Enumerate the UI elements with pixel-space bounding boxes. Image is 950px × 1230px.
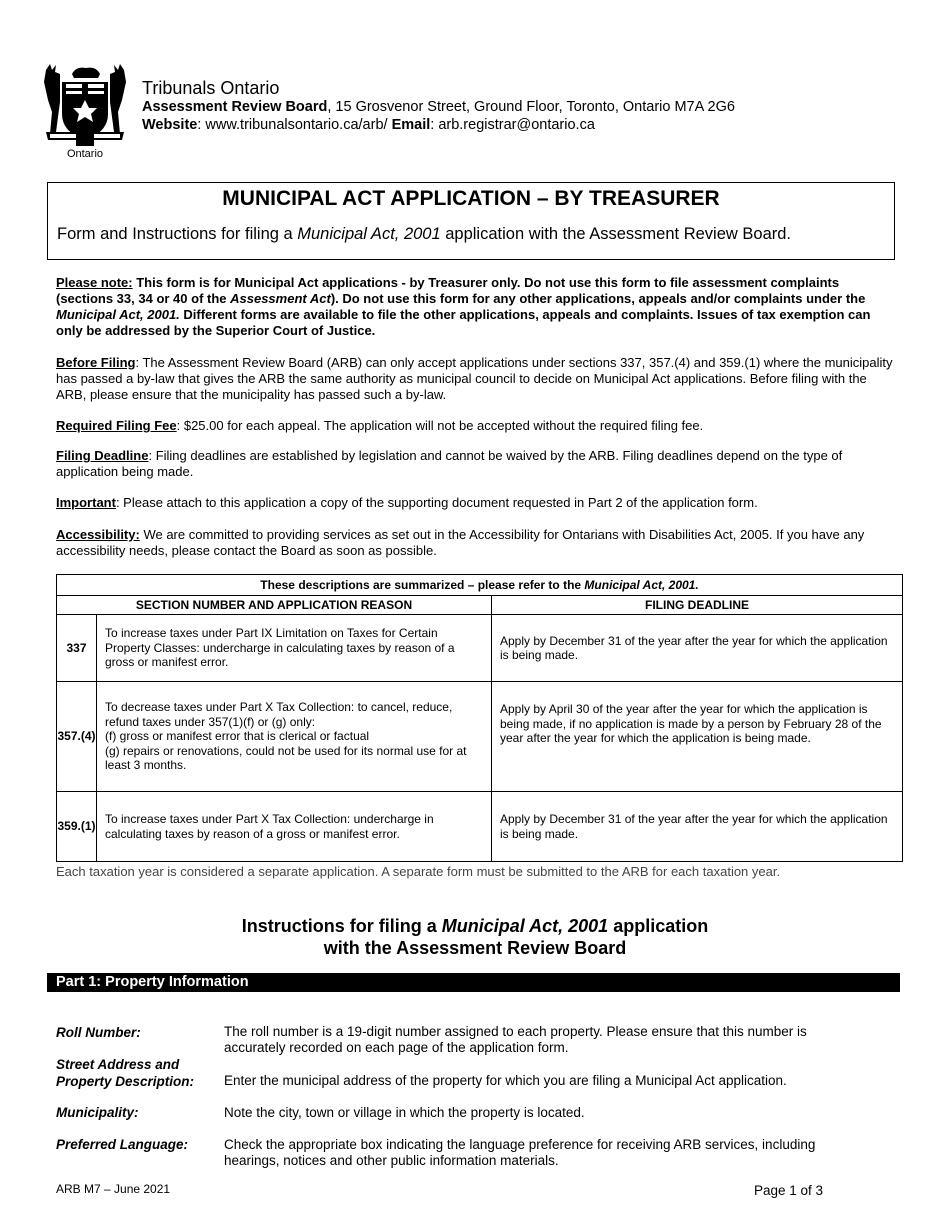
part-1-heading: Part 1: Property Information xyxy=(56,974,249,990)
section-number: 359.(1) xyxy=(57,792,97,862)
filing-fee-paragraph xyxy=(56,418,896,434)
field-label-municipality: Municipality: xyxy=(56,1105,139,1120)
field-label-line: Street Address and xyxy=(56,1057,180,1072)
email-label: Email xyxy=(391,117,431,133)
table-row xyxy=(57,615,903,682)
instructions-pre: Instructions for filing a xyxy=(241,916,442,936)
ontario-coat-of-arms-logo xyxy=(42,62,128,162)
filing-deadline-paragraph xyxy=(56,448,896,480)
instructions-italic: Municipal Act, 2001 xyxy=(441,916,609,936)
please-note-text-a: This form is for Municipal Act applications - by Treasurer only. Do not use this form to file assessment complaints (sections 33, 34 or 40 of the xyxy=(56,275,840,306)
accessibility-paragraph xyxy=(56,527,896,559)
before-filing-label: Before Filing xyxy=(56,355,136,370)
table-caption xyxy=(57,575,903,596)
website-label: Website xyxy=(142,117,198,133)
section-number: 357.(4) xyxy=(57,682,97,792)
column-header-deadline: FILING DEADLINE xyxy=(492,596,903,615)
board-address-line xyxy=(142,99,735,115)
taxation-year-note: Each taxation year is considered a separate application. A separate form must be submitted to the ARB for each taxation year. xyxy=(56,864,781,879)
important-paragraph xyxy=(56,495,896,511)
part-1-heading-bar xyxy=(47,973,900,992)
logo-caption: Ontario xyxy=(66,148,104,160)
page-title: MUNICIPAL ACT APPLICATION – BY TREASURER xyxy=(222,187,720,210)
table-caption-pre: These descriptions are summarized – please refer to the xyxy=(260,577,585,592)
before-filing-text: : The Assessment Review Board (ARB) can only accept applications under sections 337, 357.(4) and 359.(1) where the municipality has passed a by-law that gives the ARB the same authority as municipal council to decide on Municipal Act applications. Before filing with the ARB, please ensure that the municipality has passed such a by-law. xyxy=(56,355,893,402)
application-reason-line: To decrease taxes under Part X Tax Collection: to cancel, reduce, refund taxes under 357(1)(f) or (g) only: xyxy=(105,700,453,729)
please-note-text-b: ). Do not use this form for any other applications, appeals and/or complaints under the xyxy=(330,291,866,306)
please-note-label: Please note: xyxy=(56,275,133,290)
field-text-street-address: Enter the municipal address of the property for which you are filing a Municipal Act application. xyxy=(224,1073,787,1088)
filing-deadline: Apply by December 31 of the year after the year for which the application is being made. xyxy=(492,792,903,862)
subtitle-pre: Form and Instructions for filing a xyxy=(57,225,298,243)
form-id: ARB M7 – June 2021 xyxy=(56,1182,171,1196)
instructions-post: application xyxy=(608,916,709,936)
filing-deadline: Apply by December 31 of the year after the year for which the application is being made. xyxy=(492,615,903,682)
filing-fee-label: Required Filing Fee xyxy=(56,418,177,433)
website-value[interactable]: : www.tribunalsontario.ca/arb/ xyxy=(197,117,392,133)
please-note-italic-2: Municipal Act, 2001. xyxy=(56,307,180,322)
application-reason-line: (f) gross or manifest error that is clerical or factual xyxy=(105,729,370,744)
field-label-roll-number: Roll Number: xyxy=(56,1025,141,1040)
instructions-heading-line-1 xyxy=(0,916,950,937)
field-label-preferred-language: Preferred Language: xyxy=(56,1137,189,1152)
filing-deadline-label: Filing Deadline xyxy=(56,448,149,463)
please-note-paragraph xyxy=(56,275,896,339)
please-note-italic-1: Assessment Act xyxy=(230,291,331,306)
application-reason: To increase taxes under Part X Tax Collection: undercharge in calculating taxes by reason of a gross or manifest error. xyxy=(97,792,492,862)
accessibility-label: Accessibility: xyxy=(56,527,140,542)
title-box xyxy=(47,182,895,260)
section-number: 337 xyxy=(57,615,97,682)
before-filing-paragraph xyxy=(56,355,896,403)
application-reason xyxy=(97,682,492,792)
page-number: Page 1 of 3 xyxy=(754,1183,824,1198)
table-caption-italic: Municipal Act, 2001. xyxy=(584,577,699,592)
application-reason-line: (g) repairs or renovations, could not be used for its normal use for at least 3 months. xyxy=(105,743,467,773)
application-reason: To increase taxes under Part IX Limitation on Taxes for Certain Property Classes: undercharge in calculating taxes by reason of a gross or manifest error. xyxy=(97,615,492,682)
table-row xyxy=(57,792,903,862)
board-label: Assessment Review Board xyxy=(142,99,328,115)
accessibility-text: We are committed to providing services as set out in the Accessibility for Ontarians with Disabilities Act, 2005. If you have any accessibility needs, please contact the Board as soon as possible. xyxy=(56,527,865,558)
section-deadline-table xyxy=(56,574,903,862)
column-header-section: SECTION NUMBER AND APPLICATION REASON xyxy=(57,596,492,615)
organization-name: Tribunals Ontario xyxy=(142,78,280,98)
important-label: Important xyxy=(56,495,116,510)
subtitle-italic: Municipal Act, 2001 xyxy=(297,225,441,243)
contact-line xyxy=(142,117,595,133)
filing-deadline-text: : Filing deadlines are established by legislation and cannot be waived by the ARB. Filing deadlines depend on the type of application being made. xyxy=(56,448,843,479)
page-subtitle xyxy=(57,225,791,244)
instructions-heading-line-2: with the Assessment Review Board xyxy=(323,938,627,958)
field-label-street-address xyxy=(56,1056,194,1090)
email-value[interactable]: : arb.registrar@ontario.ca xyxy=(430,117,595,133)
field-text-roll-number: The roll number is a 19-digit number assigned to each property. Please ensure that this number is accurately recorded on each page of the application form. xyxy=(224,1024,807,1055)
important-text: : Please attach to this application a copy of the supporting document requested in Part 2 of the application form. xyxy=(115,495,758,510)
subtitle-post: application with the Assessment Review Board. xyxy=(440,225,791,243)
field-label-line: Property Description: xyxy=(56,1074,195,1089)
board-address: , 15 Grosvenor Street, Ground Floor, Toronto, Ontario M7A 2G6 xyxy=(327,99,735,115)
table-row xyxy=(57,682,903,792)
filing-fee-text: : $25.00 for each appeal. The application will not be accepted without the required filing fee. xyxy=(176,418,704,433)
field-text-preferred-language: Check the appropriate box indicating the language preference for receiving ARB services, including hearings, notices and other public information materials. xyxy=(224,1137,816,1168)
field-text-municipality: Note the city, town or village in which the property is located. xyxy=(224,1105,585,1120)
please-note-text-c: Different forms are available to file the other applications, appeals and complaints. Issues of tax exemption can only be addressed by the Superior Court of Justice. xyxy=(56,307,871,338)
filing-deadline: Apply by April 30 of the year after the year for which the application is being made, if no application is made by a person by February 28 of the year after the year for which the application is being made. xyxy=(492,682,903,792)
